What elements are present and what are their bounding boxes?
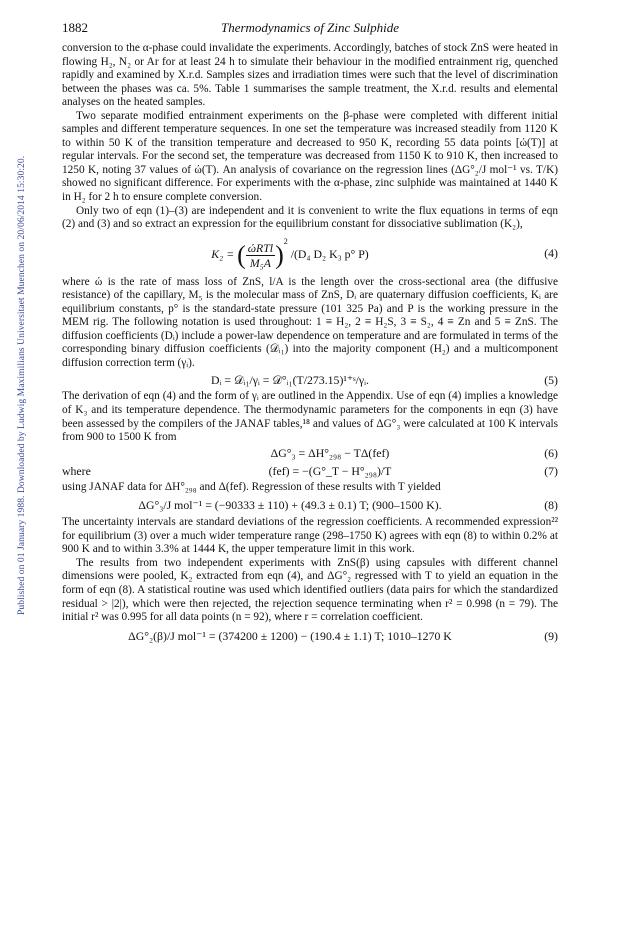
eq5-body: Dᵢ = 𝒟ᵢ₁/γᵢ = 𝒟°ᵢ₁(T/273.15)¹⁺ˢ/γᵢ.: [210, 372, 370, 387]
eq7-where: where: [62, 464, 91, 479]
paragraph-6: using JANAF data for ΔH°₂₉₈ and Δ(fef). Regression of these results with T yielded: [62, 480, 441, 493]
download-watermark: [4, 95, 27, 615]
running-header: [62, 20, 558, 40]
equation-9: [62, 625, 558, 649]
paragraph-1: conversion to the α-phase could invalidate the experiments. Accordingly, batches of stock ZnS were heated in flowing H₂, N₂ or Ar for at least 24 h to simulate their behaviour in the modified entrainment rig, quenched rapidly and examined by X.r.d. Samples sizes and irradiation times were such that the level of discrimination between the phases was ca. 5%. Table 1 summarises the sample treatment, the X.r.d. results and elemental analyses on the heated samples.: [62, 42, 558, 109]
eq8-number: (8): [544, 497, 558, 512]
eq6-number: (6): [544, 446, 558, 461]
eq9-number: (9): [544, 629, 558, 644]
page-body: [62, 20, 558, 649]
eq4-number: (4): [544, 246, 558, 261]
eq6-body: ΔG°₃ = ΔH°₂₉₈ − TΔ(fef): [270, 446, 390, 461]
equation-4: K₂ = ( $\frac{\text{ώRTl}}{\text{M₅A}}$ )$^2$ /(D₄ D₂ K₃ p° P) (4): [211, 237, 558, 271]
eq4-lhs: K₂ =: [211, 247, 235, 262]
equation-7: [62, 463, 558, 481]
paragraph-4: where ώ is the rate of mass loss of ZnS, l/A is the length over the cross-sectional area (the diffusive resistance) of the capillary, M₅ is the molecular mass of ZnS, Dᵢ are quaternary diffusion coefficients, Kᵢ are equilibrium constants, p° is the standard-state pressure (101 325 Pa) and P is the working pressure in the MEM rig. The following notation is used throughout: 1 ≡ H₂, 2 ≡ H₂S, 3 ≡ S₂, 4 ≡ Zn and 5 ≡ ZnS. The diffusion coefficients (Dᵢ) include a power-law dependence on temperature and are formulated in terms of the corresponding binary diffusion coefficients (𝒟ᵢ₁) into the majority component (H₂) and a multicomponent diffusion correction term (γᵢ).: [62, 275, 558, 369]
page-number: 1882: [62, 20, 88, 35]
paragraph-3: Only two of eqn (1)–(3) are independent and it is convenient to write the flux equations in terms of eqn (2) and (3) and so extract an expression for the equilibrium constant for dissociative sublimation (K₂),: [62, 204, 558, 231]
eq5-number: (5): [544, 372, 558, 387]
eq4-square: 2: [283, 237, 288, 247]
eq4-denominator: M₅A: [249, 256, 271, 271]
watermark-text: Published on 01 January 1988. Downloaded by Ludwig Maximilians Universitaet Muenchen on 20/06/2014 15:30:20.: [16, 155, 27, 615]
eq4-rest: /(D₄ D₂ K₃ p° P): [290, 247, 369, 262]
eq8-body: ΔG°₃/J mol⁻¹ = (−90333 ± 110) + (49.3 ± 0.1) T; (900–1500 K).: [138, 497, 442, 512]
paragraph-7: The uncertainty intervals are standard deviations of the regression coefficients. A recommended expression²² for equilibrium (3) over a much wider temperature range (298–1750 K) agrees with eqn (8) to within 0.2% at 900 K and to within 3.3% at 1444 K, the upper temperature limit in this work.: [62, 516, 558, 556]
paragraph-5: The derivation of eqn (4) and the form of γᵢ are outlined in the Appendix. Use of eqn (4) implies a knowledge of K₃ and its temperature dependence. The thermodynamic parameters for the components in eqn (3) have been assessed by the compilers of the JANAF tables,¹⁸ and values of ΔG°₃ were calculated at 100 K intervals from 900 to 1500 K from: [62, 390, 558, 444]
eq7-number: (7): [544, 464, 558, 479]
eq4-numerator: ώRTl: [247, 241, 274, 256]
paragraph-8: The results from two independent experiments with ZnS(β) using capsules with different channel dimensions were pooled, K₂ extracted from eqn (4), and ΔG°₂ regressed with T to yield an equation in the form of eqn (8). A statistical routine was used which identified outliers (data pairs for which the standardized residual > |2|), which were then rejected, the rejection sequence terminating when r² = 0.998 (n = 79). The initial r² was 0.995 for all data points (n = 92), where r = correlation coefficient.: [62, 556, 558, 624]
paragraph-2: Two separate modified entrainment experiments on the β-phase were completed with different initial samples and different temperature sequences. In one set the temperature was increased steadily from 1120 K to within 50 K of the transition temperature and decreased to 950 K, recording 55 data points [ώ(T)] at regular intervals. For the second set, the temperature was decreased from 1150 K to 910 K, then increased to 1250 K, noting 37 values of ώ(T). An analysis of covariance on the regression lines (ΔG°₂/J mol⁻¹ vs. T/K) showed no significant difference. For experiments with the α-phase, zinc sulphide was maintained at 1440 K in H₂ for 2 h to ensure complete conversion.: [62, 109, 558, 204]
eq7-body: (fef) = −(G°_T − H°₂₉₈)/T: [268, 464, 392, 479]
eq9-body: ΔG°₂(β)/J mol⁻¹ = (374200 ± 1200) − (190.4 ± 1.1) T; 1010–1270 K: [128, 629, 452, 644]
equation-5: [62, 370, 558, 390]
equation-6: [62, 445, 558, 463]
equation-8: [62, 494, 558, 516]
running-title: Thermodynamics of Zinc Sulphide: [220, 20, 399, 35]
